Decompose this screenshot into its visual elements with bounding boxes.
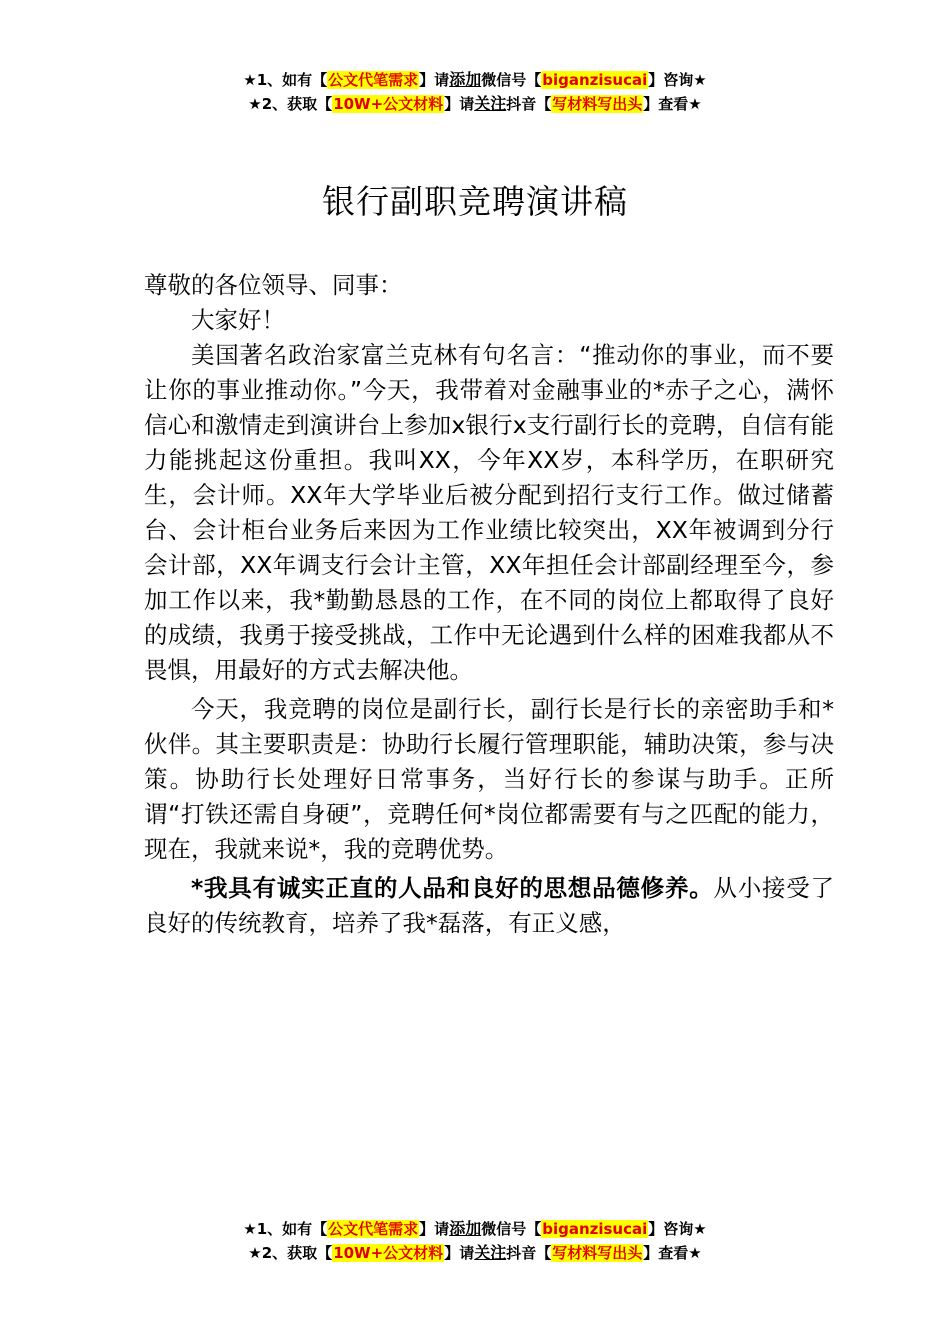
header-banner bbox=[0, 68, 950, 116]
paragraph-3 bbox=[144, 871, 834, 941]
banner-highlight-materials: 10W+公文材料 bbox=[333, 95, 444, 113]
paragraph-3-text: 从小接受了良好的传统教育，培养了我*磊落，有正义感， bbox=[144, 874, 834, 937]
banner-highlight-service: 公文代笔需求 bbox=[328, 71, 419, 89]
paragraph-1: 美国著名政治家富兰克林有句名言：“推动你的事业，而不要让你的事业推动你。”今天，我带着对金融事业的*赤子之心，满怀信心和激情走到演讲台上参加x银行x支行副行长的竞聘，自信有能力能挑起这份重担。我叫XX，今年XX岁，本科学历，在职研究生，会计师。XX年大学毕业后被分配到招行支行工作。做过储蓄台、会计柜台业务后来因为工作业绩比较突出，XX年被调到分行会计部，XX年调支行会计主管，XX年担任会计部副经理至今，参加工作以来，我*勤勤恳恳的工作，在不同的岗位上都取得了良好的成绩，我勇于接受挑战，工作中无论遇到什么样的困难我都从不畏惧，用最好的方式去解决他。 bbox=[144, 341, 834, 684]
footer-highlight-materials: 10W+公文材料 bbox=[333, 1244, 444, 1262]
footer-highlight-douyin: 写材料写出头 bbox=[552, 1244, 643, 1262]
paragraph-2: 今天，我竞聘的岗位是副行长，副行长是行长的亲密助手和*伙伴。其主要职责是：协助行长履行管理职能，辅助决策，参与决策。协助行长处理好日常事务，当好行长的参谋与助手。正所谓“打铁还需自身硬”，竞聘任何*岗位都需要有与之匹配的能力，现在，我就来说*，我的竞聘优势。 bbox=[144, 695, 834, 863]
footer-highlight-service: 公文代笔需求 bbox=[328, 1220, 419, 1238]
banner-line-1: ★1、如有【公文代笔需求】请添加微信号【biganzisucai】咨询★ bbox=[243, 70, 707, 89]
greeting: 大家好！ bbox=[191, 306, 285, 334]
paragraph-3-lead: *我具有诚实正直的人品和良好的思想品德修养。 bbox=[191, 874, 714, 902]
document-title: 银行副职竞聘演讲稿 bbox=[322, 182, 628, 221]
banner-highlight-wechat: biganzisucai bbox=[542, 71, 648, 89]
banner-highlight-douyin: 写材料写出头 bbox=[552, 95, 643, 113]
footer-line-2: ★2、获取【10W+公文材料】请关注抖音【写材料写出头】查看★ bbox=[248, 1243, 702, 1262]
banner-line-2: ★2、获取【10W+公文材料】请关注抖音【写材料写出头】查看★ bbox=[248, 94, 702, 113]
footer-line-1: ★1、如有【公文代笔需求】请添加微信号【biganzisucai】咨询★ bbox=[243, 1219, 707, 1238]
footer-banner bbox=[0, 1217, 950, 1265]
footer-highlight-wechat: biganzisucai bbox=[542, 1220, 648, 1238]
salutation: 尊敬的各位领导、同事： bbox=[144, 271, 403, 299]
document-body bbox=[144, 268, 834, 941]
